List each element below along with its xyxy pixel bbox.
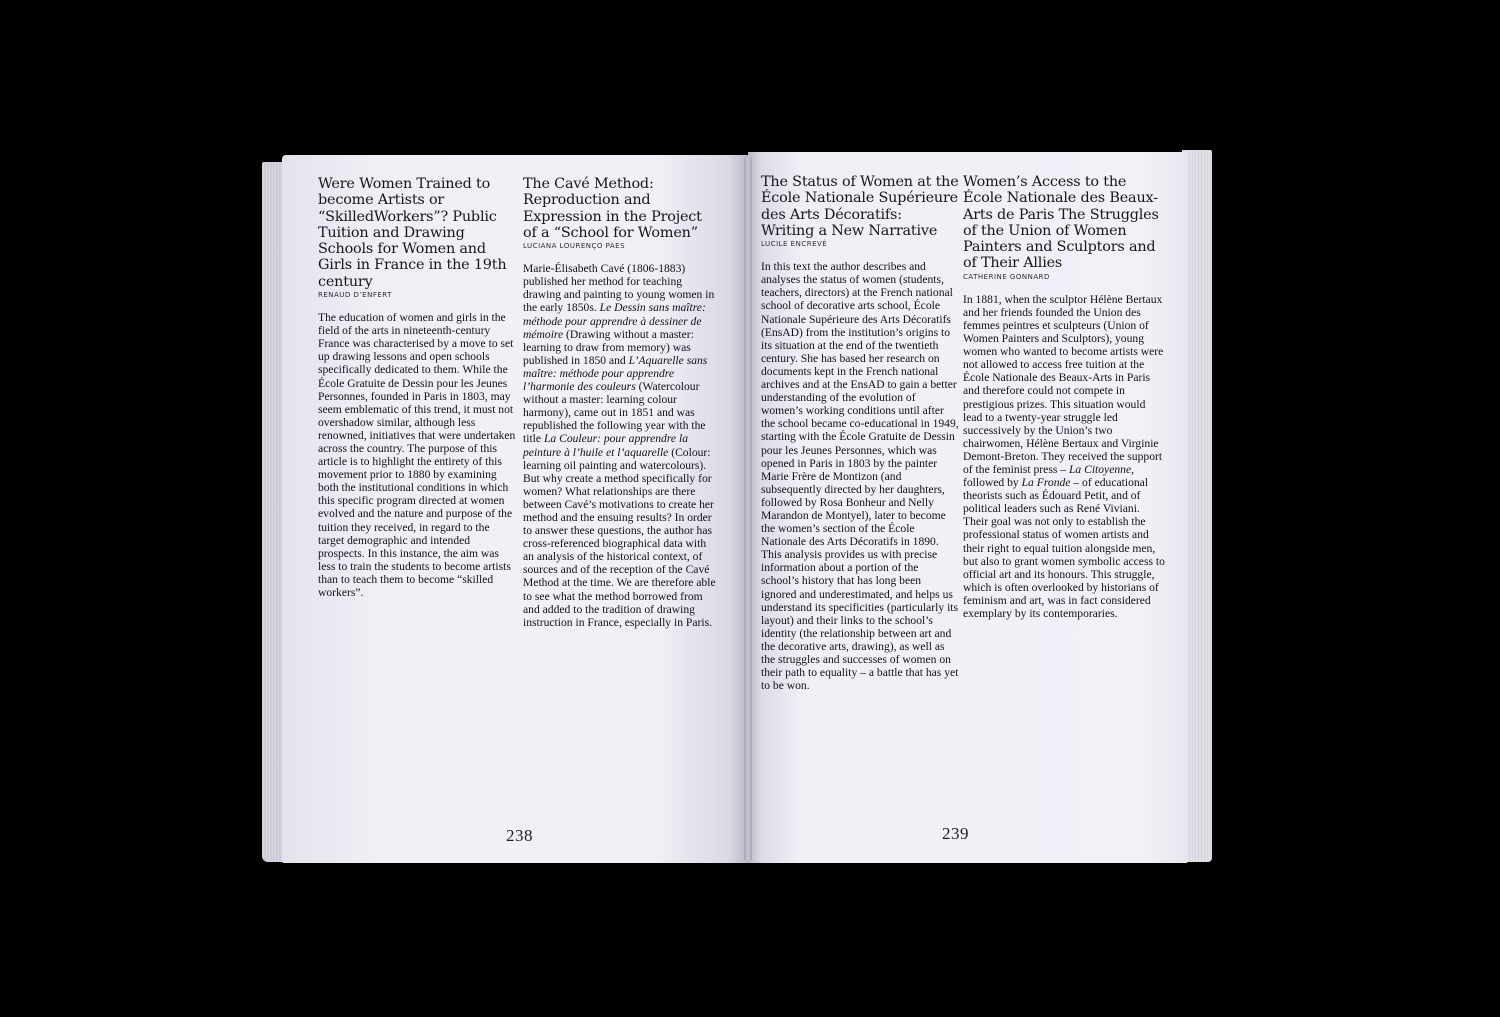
article-title: Women’s Access to the École Nationale des Beaux-Arts de Paris The Struggles of the Union of Women Painters and Sculptors and of Their Allies [963, 174, 1159, 272]
page-number-left: 238 [506, 826, 533, 845]
article-author: CATHERINE GONNARD [963, 272, 1050, 281]
article-author: LUCILE ENCREVÉ [761, 240, 828, 249]
article-lourenco-paes [523, 176, 719, 629]
left-page-edges [262, 162, 284, 862]
page-number-right: 239 [942, 824, 969, 843]
article-encreve [761, 174, 959, 692]
book-gutter [744, 158, 752, 860]
article-denfert [318, 176, 516, 599]
article-author: RENAUD D’ENFERT [318, 291, 392, 300]
article-title: The Cavé Method: Reproduction and Expression in the Project of a “School for Women” [523, 176, 702, 241]
article-abstract: Marie-Élisabeth Cavé (1806-1883) published her method for teaching drawing and painting to young women in the early 1850s. Le Dessin sans maître: méthode pour apprendre à dessiner de mémoire (Drawing without a master: learning to draw from memory) was published in 1850 and L’Aquarelle sans maître: méthode pour apprendre l’harmonie des couleurs (Watercolour without a master: learning colour harmony), came out in 1851 and was republished the following year with the title La Couleur: pour apprendre la peinture à l’huile et l’aquarelle (Colour: learning oil painting and watercolours). But why create a method specifically for women? What relationships are there between Cavé’s motivations to create her method and the ensuing results? In order to answer these questions, the author has cross-referenced biographical data with an analysis of the historical context, of sources and of the reception of the Cavé Method at the time. We are therefore able to see what the method borrowed from and added to the tradition of drawing instruction in France, especially in Paris. [523, 262, 716, 629]
article-abstract: The education of women and girls in the field of the arts in nineteenth-century France was characterised by a move to set up drawing lessons and open schools specifically dedicated to them. While the École Gratuite de Dessin pour les Jeunes Personnes, founded in Paris in 1803, may seem emblematic of this trend, it must not overshadow similar, although less renowned, initiatives that were undertaken across the country. The purpose of this article is to highlight the entirety of this movement prior to 1880 by examining both the institutional conditions in which this specific program directed at women evolved and the nature and purpose of the tuition they received, in regard to the target demographic and intended prospects. In this instance, the aim was less to train the students to become artists than to teach them to become “skilled workers”. [318, 311, 516, 600]
article-gonnard [963, 174, 1166, 620]
article-author: LUCIANA LOURENÇO PAES [523, 242, 626, 251]
article-title: Were Women Trained to become Artists or “SkilledWorkers”? Public Tuition and Drawing Schools for Women and Girls in France in the 19th century [318, 176, 507, 290]
article-abstract: In 1881, when the sculptor Hélène Bertaux and her friends founded the Union des femmes peintres et sculpteurs (Union of Women Painters and Sculptors), young women who wanted to become artists were not allowed to access free tuition at the École Nationale des Beaux-Arts in Paris and therefore could not compete in prestigious prizes. This situation would lead to a twenty-year struggle led successively by the Union’s two chairwomen, Hélène Bertaux and Virginie Demont-Breton. They received the support of the feminist press – La Citoyenne, followed by La Fronde – of educational theorists such as Édouard Petit, and of political leaders such as René Viviani. Their goal was not only to establish the professional status of women artists and their right to equal tuition alongside men, but also to grant women symbolic access to official art and its honours. This struggle, which is often overlooked by historians of feminism and art, was in fact considered exemplary by its contemporaries. [963, 292, 1165, 621]
article-title: The Status of Women at the École Nationale Supérieure des Arts Décoratifs: Writing a New Narrative [761, 174, 959, 239]
article-abstract: In this text the author describes and analyses the status of women (students, teachers, directors) at the French national school of decorative arts school, École Nationale Supérieure des Arts Décoratifs (EnsAD) from the institution’s origins to its situation at the end of the twentieth century. She has based her research on documents kept in the French national archives and at the EnsAD to gain a better understanding of the evolution of women’s working conditions until after the school became co-educational in 1949, starting with the École Gratuite de Dessin pour les Jeunes Personnes, which was opened in Paris in 1803 by the painter Marie Frère de Montizon (and subsequently directed by her daughters, followed by Rosa Bonheur and Nelly Marandon de Montyel), later to become the women’s section of the École Nationale des Arts Décoratifs in 1890. This analysis provides us with precise information about a portion of the school’s history that has long been ignored and underestimated, and helps us understand its specificities (particularly its layout) and their links to the school’s identity (the relationship between art and the decorative arts, drawing), as well as the struggles and successes of women on their path to equality – a battle that has yet to be won. [761, 260, 959, 693]
